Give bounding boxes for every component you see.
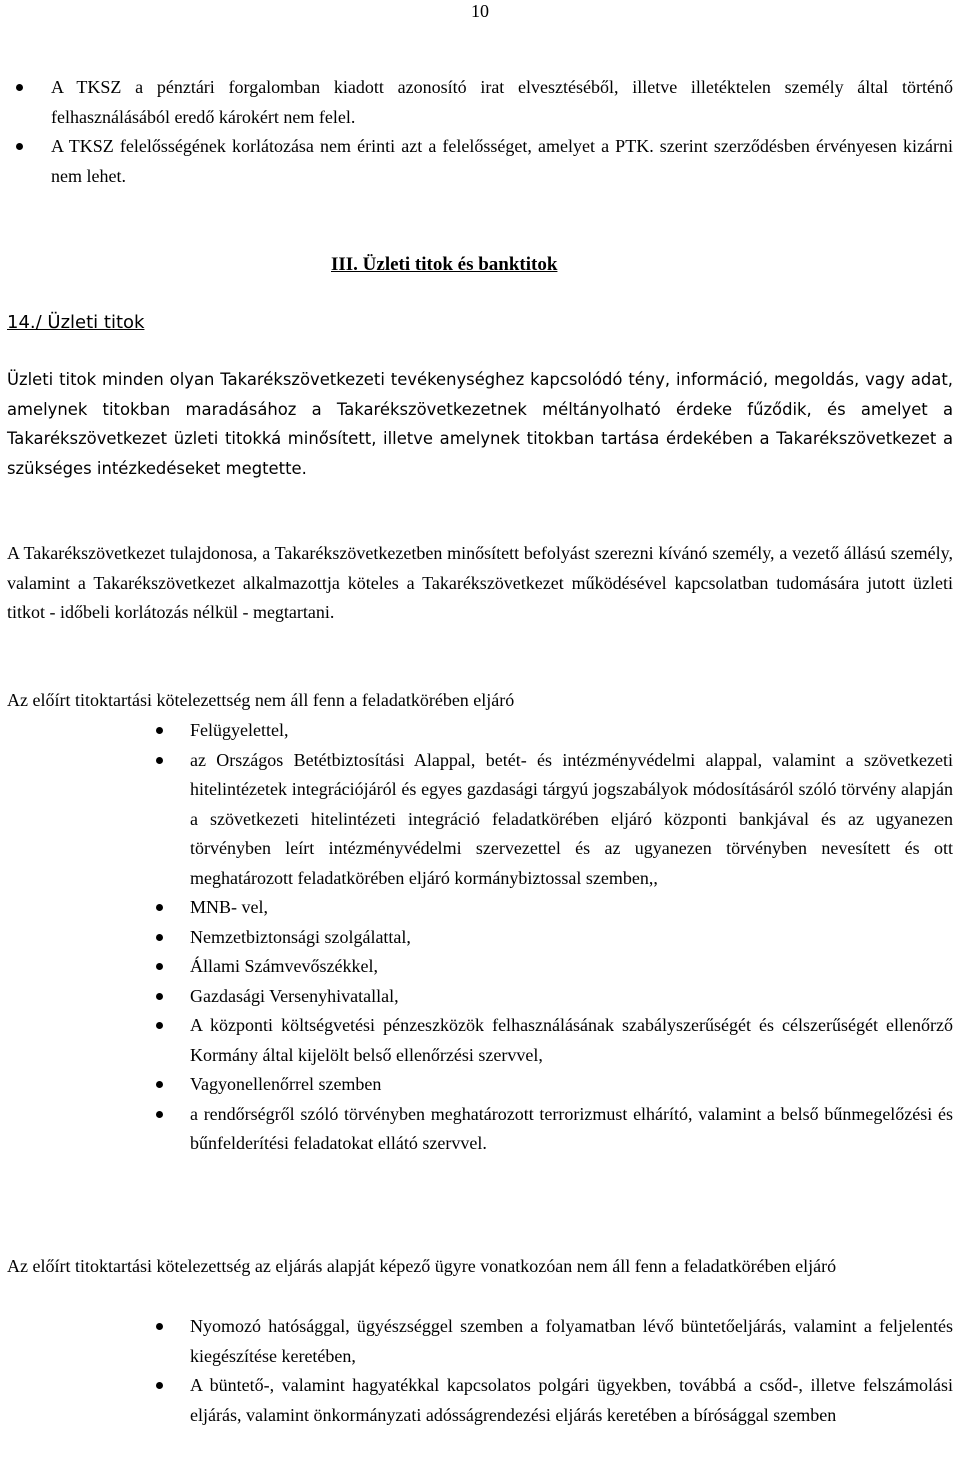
- bullet-icon: [156, 727, 163, 734]
- list-item: [7, 746, 953, 894]
- section-heading: III. Üzleti titok és banktitok: [331, 254, 558, 275]
- bullet-icon: [16, 143, 23, 150]
- list-item-text: MNB- vel,: [190, 897, 268, 917]
- list-item: [7, 982, 953, 1012]
- page-number: 10: [471, 1, 489, 21]
- paragraph-confidentiality-obligation: A Takarékszövetkezet tulajdonosa, a Takarékszövetkezetben minősített befolyást szerezni kívánó személy, a vezető állású személy, valamint a Takarékszövetkezet alkalmazottja köteles a Takarékszövetkezet működésével kapcsolatban tudomására jutott üzleti titkot - időbeli korlátozás nélkül - megtartani.: [7, 543, 953, 622]
- list-item: [7, 1070, 953, 1100]
- list-item-text: Nemzetbiztonsági szolgálattal,: [190, 926, 411, 947]
- list-item: [7, 1100, 953, 1159]
- bullet-icon: [16, 84, 23, 91]
- list-item: [7, 716, 953, 746]
- bullet-icon: [156, 1081, 163, 1088]
- bullet-icon: [156, 993, 163, 1000]
- list-item-text: Gazdasági Versenyhivatallal,: [190, 985, 399, 1006]
- paragraph-trade-secret-definition: Üzleti titok minden olyan Takarékszövetkezeti tevékenységhez kapcsolódó tény, információ, megoldás, vagy adat, amelynek titokban maradásához a Takarékszövetkezetnek méltányolható érdeke fűződik, és amelyet a Takarékszövetkezet üzleti titokká minősített, illetve amelynek titokban tartása érdekében a Takarékszövetkezet a szükséges intézkedéseket megtette.: [7, 370, 953, 478]
- list-item: [7, 132, 953, 191]
- bullet-icon: [156, 934, 163, 941]
- list-item: [7, 893, 953, 923]
- intro-exemptions-2: Az előírt titoktartási kötelezettség az eljárás alapját képező ügyre vonatkozóan nem áll fenn a feladatkörében eljáró: [7, 1256, 837, 1276]
- bullet-icon: [156, 1382, 163, 1389]
- clause-label: 14./ Üzleti titok: [7, 312, 145, 333]
- intro-exemptions-1: Az előírt titoktartási kötelezettség nem áll fenn a feladatkörében eljáró: [7, 690, 515, 710]
- list-item-text: A TKSZ a pénztári forgalomban kiadott azonosító irat elvesztéséből, illetve illetéktelen személy által történő felhasználásából eredő károkért nem felel.: [51, 77, 953, 127]
- list-item: [7, 1011, 953, 1070]
- bullet-icon: [156, 1022, 163, 1029]
- list-item-text: a rendőrségről szóló törvényben meghatározott terrorizmust elhárító, valamint a belső bűnmegelőzési és bűnfelderítési feladatokat ellátó szervvel.: [190, 1103, 953, 1153]
- list-item: [7, 952, 953, 982]
- list-item: [7, 73, 953, 132]
- bullet-icon: [156, 963, 163, 970]
- list-item: [7, 1371, 953, 1430]
- list-item: [7, 1312, 953, 1371]
- list-item-text: Állami Számvevőszékkel,: [190, 956, 378, 976]
- top-bullet-list: [7, 73, 953, 191]
- list-item: [7, 923, 953, 953]
- list-item-text: az Országos Betétbiztosítási Alappal, betét- és intézményvédelmi alappal, valamint a szövetkezeti hitelintézetek integrációjáról és egyes gazdasági tárgyú jogszabályok módosításáról szóló törvény alapján a szövetkezeti hitelintézeti integráció feladatkörében eljáró központi bankjával és az ugyanezen törvényben leírt intézményvédelmi szervezettel és az ugyanezen törvényben nevesített és ott meghatározott feladatkörében eljáró kormánybiztossal szemben,,: [190, 749, 953, 888]
- bullet-icon: [156, 904, 163, 911]
- exemption-list-1: [7, 716, 953, 1159]
- list-item-text: Vagyonellenőrrel szemben: [190, 1074, 382, 1094]
- list-item-text: A büntető-, valamint hagyatékkal kapcsolatos polgári ügyekben, továbbá a csőd-, illetve felszámolási eljárás, valamint önkormányzati adósságrendezési eljárás keretében a bírósággal szemben: [190, 1375, 953, 1425]
- list-item-text: A TKSZ felelősségének korlátozása nem érinti azt a felelősséget, amelyet a PTK. szerint szerződésben érvényesen kizárni nem lehet.: [51, 136, 953, 186]
- bullet-icon: [156, 757, 163, 764]
- bullet-icon: [156, 1323, 163, 1330]
- exemption-list-2: [7, 1312, 953, 1430]
- list-item-text: Nyomozó hatósággal, ügyészséggel szemben a folyamatban lévő büntetőeljárás, valamint a feljelentés kiegészítése keretében,: [190, 1316, 953, 1366]
- bullet-icon: [156, 1111, 163, 1118]
- list-item-text: A központi költségvetési pénzeszközök felhasználásának szabályszerűségét és célszerűségét ellenőrző Kormány által kijelölt belső ellenőrzési szervvel,: [190, 1015, 953, 1065]
- list-item-text: Felügyelettel,: [190, 720, 289, 740]
